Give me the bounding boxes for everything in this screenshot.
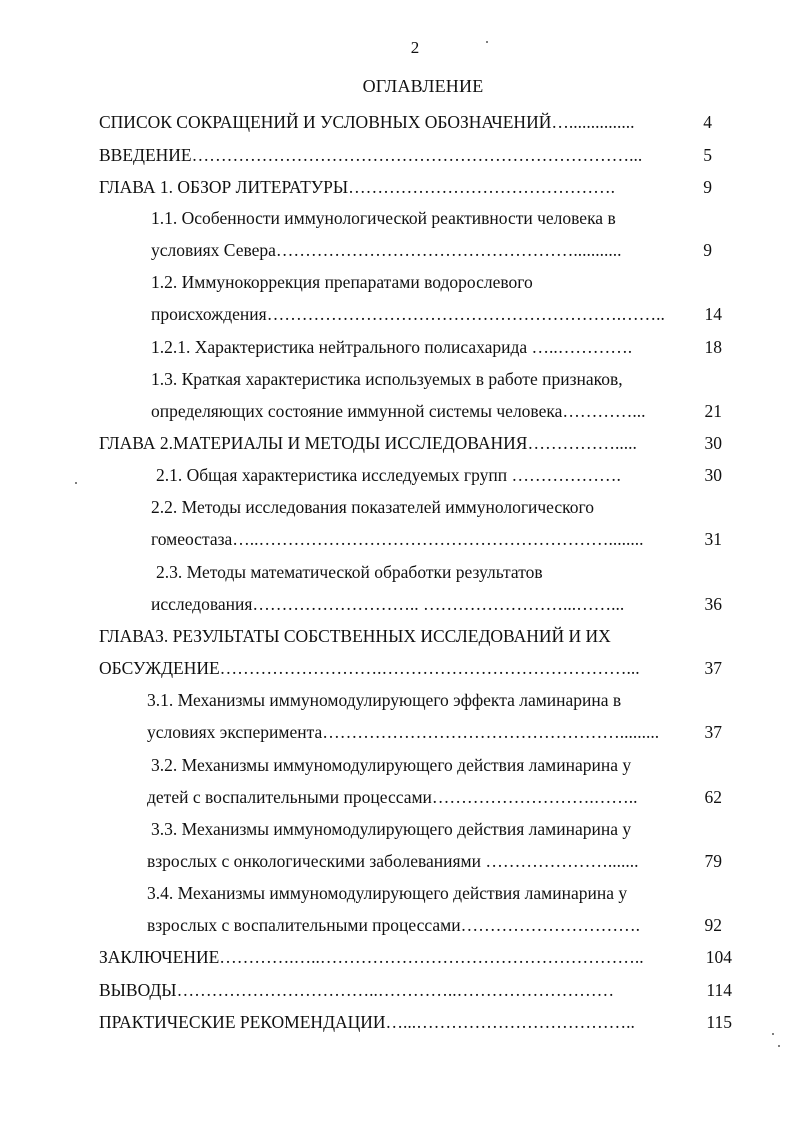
toc-page-number: 36 bbox=[704, 594, 722, 614]
toc-entry-section-1-2-1[interactable]: 1.2.1. Характеристика нейтрального полисахарида …..…………. bbox=[151, 337, 633, 357]
scan-speck bbox=[772, 1033, 774, 1035]
toc-page-number: 114 bbox=[706, 980, 732, 1000]
toc-entry-section-3-1-cont[interactable]: условиях эксперимента……………………………………………......... bbox=[147, 722, 660, 742]
toc-entry-abbreviations[interactable]: СПИСОК СОКРАЩЕНИЙ И УСЛОВНЫХ ОБОЗНАЧЕНИЙ…............... bbox=[99, 112, 635, 132]
toc-entry-section-2-2[interactable]: 2.2. Методы исследования показателей иммунологического bbox=[151, 497, 595, 517]
toc-entry-findings[interactable]: ВЫВОДЫ……………………………..…………..……………………… bbox=[99, 980, 615, 1000]
toc-entry-section-3-1[interactable]: 3.1. Механизмы иммуномодулирующего эффекта ламинарина в bbox=[147, 690, 622, 710]
toc-entry-section-1-2-cont[interactable]: происхождения…………………………………………………….…….. bbox=[151, 304, 665, 324]
toc-page-number: 30 bbox=[704, 465, 722, 485]
toc-entry-chapter-1[interactable]: ГЛАВА 1. ОБЗОР ЛИТЕРАТУРЫ………………………………………. bbox=[99, 177, 616, 197]
toc-entry-section-1-3[interactable]: 1.3. Краткая характеристика используемых в работе признаков, bbox=[151, 369, 623, 389]
toc-entry-section-3-2-cont[interactable]: детей с воспалительными процессами……………………….…….. bbox=[147, 787, 638, 807]
toc-entry-conclusion[interactable]: ЗАКЛЮЧЕНИЕ………….…..……………………………………………….. bbox=[99, 947, 644, 967]
toc-page-number: 30 bbox=[704, 433, 722, 453]
toc-entry-section-2-3-cont[interactable]: исследования……………………….. ……………………...……... bbox=[151, 594, 625, 614]
toc-entry-section-3-2[interactable]: 3.2. Механизмы иммуномодулирующего действия ламинарина у bbox=[151, 755, 632, 775]
toc-entry-section-3-3[interactable]: 3.3. Механизмы иммуномодулирующего действия ламинарина у bbox=[151, 819, 632, 839]
toc-entry-section-3-4-cont[interactable]: взрослых с воспалительными процессами…………………………. bbox=[147, 915, 640, 935]
toc-page-number: 9 bbox=[703, 177, 712, 197]
toc-entry-section-2-1[interactable]: 2.1. Общая характеристика исследуемых групп ………………. bbox=[156, 465, 621, 485]
toc-page-number: 92 bbox=[704, 915, 722, 935]
toc-page-number: 9 bbox=[703, 240, 712, 260]
toc-entry-section-1-1-cont[interactable]: условиях Севера……………………………………………........... bbox=[151, 240, 622, 260]
toc-page-number: 104 bbox=[705, 947, 732, 967]
scan-speck bbox=[75, 482, 77, 484]
toc-page-number: 37 bbox=[704, 658, 722, 678]
scan-speck bbox=[486, 41, 488, 43]
toc-entry-section-1-1[interactable]: 1.1. Особенности иммунологической реактивности человека в bbox=[151, 208, 616, 228]
toc-entry-recommendations[interactable]: ПРАКТИЧЕСКИЕ РЕКОМЕНДАЦИИ…...……………………………….. bbox=[99, 1012, 635, 1032]
toc-entry-section-3-4[interactable]: 3.4. Механизмы иммуномодулирующего действия ламинарина у bbox=[147, 883, 628, 903]
toc-page-number: 21 bbox=[704, 401, 722, 421]
scan-speck bbox=[778, 1045, 780, 1047]
toc-page-number: 37 bbox=[704, 722, 722, 742]
toc-entry-section-3-3-cont[interactable]: взрослых с онкологическими заболеваниями …………………....... bbox=[147, 851, 639, 871]
toc-page-number: 62 bbox=[704, 787, 722, 807]
page-title: ОГЛАВЛЕНИЕ bbox=[362, 76, 484, 96]
toc-entry-section-2-3[interactable]: 2.3. Методы математической обработки результатов bbox=[156, 562, 543, 582]
toc-entry-section-1-3-cont[interactable]: определяющих состояние иммунной системы человека…………... bbox=[151, 401, 646, 421]
toc-entry-chapter-2[interactable]: ГЛАВА 2.МАТЕРИАЛЫ И МЕТОДЫ ИССЛЕДОВАНИЯ……………..... bbox=[99, 433, 637, 453]
toc-page-number: 115 bbox=[706, 1012, 732, 1032]
toc-page-number: 79 bbox=[704, 851, 722, 871]
page-number: 2 bbox=[410, 38, 420, 57]
toc-page-number: 31 bbox=[704, 529, 722, 549]
toc-page-number: 4 bbox=[703, 112, 712, 132]
toc-entry-introduction[interactable]: ВВЕДЕНИЕ…………………………………………………………………... bbox=[99, 145, 643, 165]
toc-entry-section-1-2[interactable]: 1.2. Иммунокоррекция препаратами водорослевого bbox=[151, 272, 533, 292]
toc-entry-section-2-2-cont[interactable]: гомеостаза…..……………………………………………………........ bbox=[151, 529, 644, 549]
toc-page-number: 18 bbox=[704, 337, 722, 357]
toc-page-number: 5 bbox=[703, 145, 712, 165]
toc-entry-chapter-3[interactable]: ГЛАВАЗ. РЕЗУЛЬТАТЫ СОБСТВЕННЫХ ИССЛЕДОВАНИЙ И ИХ bbox=[99, 626, 611, 646]
toc-entry-chapter-3-cont[interactable]: ОБСУЖДЕНИЕ……………………….……………………………………... bbox=[99, 658, 640, 678]
toc-page-number: 14 bbox=[704, 304, 722, 324]
